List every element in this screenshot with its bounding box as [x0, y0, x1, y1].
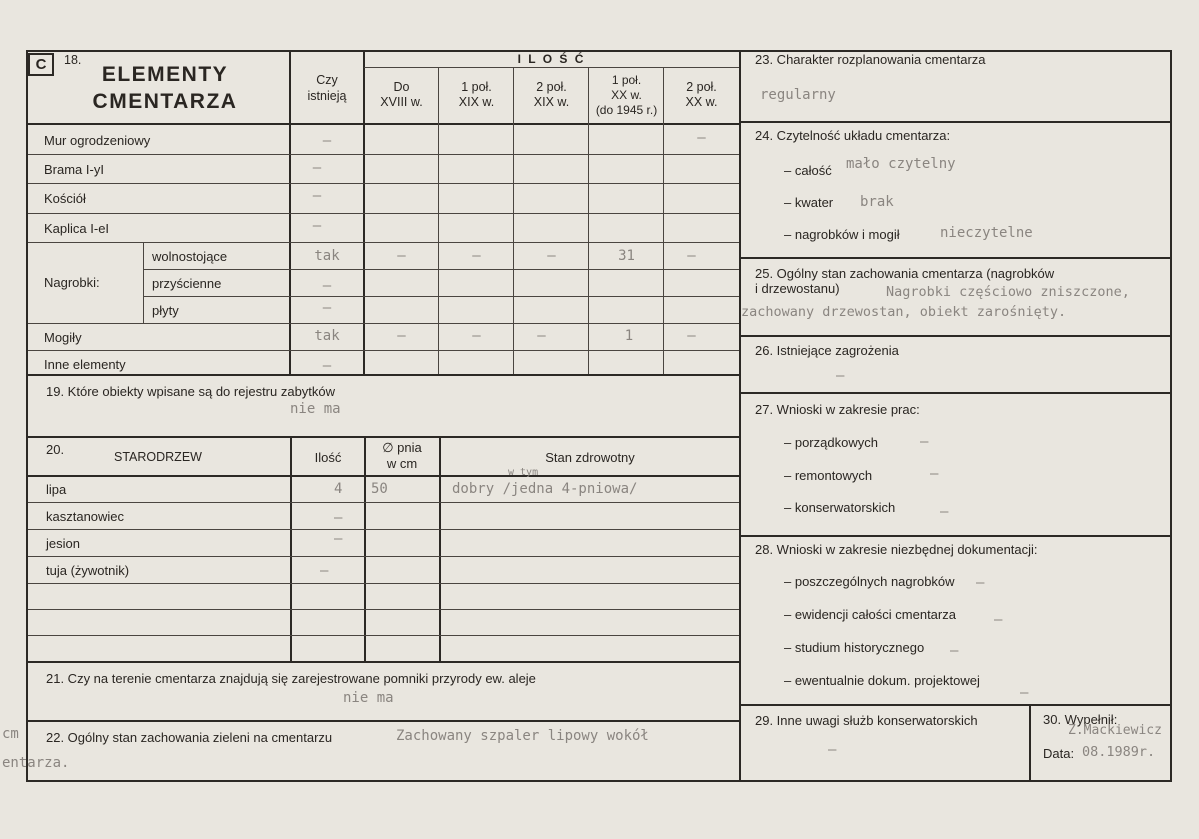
s27-item-value: – — [940, 504, 949, 520]
row-label: Kościół — [44, 191, 86, 206]
period-header-2 — [439, 80, 514, 110]
ilosc-header: I L O Ś Ć — [517, 52, 586, 66]
tree-ilosc: – — [334, 531, 343, 547]
s28-item-label: – ewentualnie dokum. projektowej — [784, 673, 980, 688]
nagrobki-row-label: płyty — [152, 303, 179, 318]
nagrobki-label: Nagrobki: — [44, 275, 100, 290]
s25-value-line2: zachowany drzewostan, obiekt zarośnięty. — [741, 304, 1067, 320]
s29-label: 29. Inne uwagi służb konserwatorskich — [755, 713, 978, 728]
s24-item-value: nieczytelne — [940, 225, 1033, 241]
mogily-value: – — [472, 328, 481, 344]
nagrobki-row-label: wolnostojące — [152, 249, 228, 264]
period-1-line2: XVIII w. — [380, 95, 423, 109]
s23-label: 23. Charakter rozplanowania cmentarza — [755, 52, 986, 67]
mogily-label: Mogiły — [44, 330, 82, 345]
row-label: Brama I-yI — [44, 162, 104, 177]
s19-label: 19. Które obiekty wpisane są do rejestru zabytków — [46, 384, 336, 399]
period-header-4 — [589, 73, 664, 118]
s18-title-line1: ELEMENTY — [101, 63, 229, 86]
s24-label: 24. Czytelność układu cmentarza: — [755, 128, 951, 143]
s20-col-stan: Stan zdrowotny — [545, 450, 635, 465]
left-border — [26, 50, 28, 782]
period-4-line3: (do 1945 r.) — [595, 103, 658, 117]
nagrobki-value: – — [687, 248, 696, 264]
col-exists-line1: Czy — [316, 73, 338, 87]
period-header-5 — [664, 80, 739, 110]
s19-value: nie ma — [290, 401, 341, 417]
row-exists: – — [312, 218, 322, 234]
s22-label: 22. Ogólny stan zachowania zieleni na cmentarzu — [46, 730, 333, 745]
nagrobki-value: – — [397, 248, 406, 264]
row-exists: – — [322, 133, 332, 149]
s28-item-label: – studium historycznego — [784, 640, 925, 655]
nagrobki-value: 31 — [618, 248, 635, 264]
s24-item-label: – nagrobków i mogił — [784, 227, 900, 242]
mogily-value: – — [397, 328, 406, 344]
s27-item-value: – — [930, 466, 939, 482]
tree-ilosc: – — [320, 563, 329, 579]
s24-item-label: – całość — [784, 163, 832, 178]
s20-col-pnia — [365, 440, 439, 472]
nagrobki-exists: – — [322, 300, 332, 316]
col-exists-header — [290, 72, 364, 104]
s30-label: 30. Wypełnił: — [1043, 712, 1118, 727]
period-3-line1: 2 poł. — [536, 80, 567, 94]
tree-name: tuja (żywotnik) — [46, 563, 130, 578]
s24-item-value: brak — [860, 194, 894, 210]
period-header-1 — [364, 80, 439, 110]
tree-ilosc: – — [334, 510, 343, 526]
s24-item-value: mało czytelny — [846, 156, 956, 172]
period-2-line1: 1 poł. — [461, 80, 492, 94]
s18-number: 18. — [64, 53, 82, 67]
s27-item-value: – — [920, 434, 929, 450]
s21-value: nie ma — [343, 690, 394, 706]
s20-number: 20. — [46, 442, 65, 457]
s27-item-label: – porządkowych — [784, 435, 878, 450]
s22-value: Zachowany szpaler lipowy wokół — [396, 728, 649, 744]
row-exists: – — [312, 188, 322, 204]
s20-col-pnia-line1: ∅ pnia — [382, 440, 422, 455]
s20-col-pnia-line2: w cm — [386, 456, 418, 471]
period-4-line2: XX w. — [611, 88, 642, 102]
row-label: Mur ogrodzeniowy — [44, 133, 151, 148]
middle-divider — [739, 50, 741, 782]
period-4-line1: 1 poł. — [611, 73, 642, 87]
period-1-line1: Do — [393, 80, 410, 94]
s28-label: 28. Wnioski w zakresie niezbędnej dokumentacji: — [755, 542, 1038, 557]
s26-label: 26. Istniejące zagrożenia — [755, 343, 899, 358]
s26-value: – — [836, 368, 845, 384]
s28-item-value: – — [950, 643, 959, 659]
s22-margin-left: cm — [2, 726, 19, 742]
s27-item-label: – remontowych — [784, 468, 873, 483]
tree-name: lipa — [46, 482, 67, 497]
row-value: – — [697, 130, 706, 146]
s30-name: Z.Mackiewicz — [1068, 723, 1162, 738]
s28-item-label: – ewidencji całości cmentarza — [784, 607, 956, 622]
s22-margin-line2: entarza. — [2, 755, 70, 771]
s30-date-value: 08.1989r. — [1082, 744, 1156, 760]
period-2-line2: XIX w. — [458, 95, 495, 109]
section-c-box: C — [28, 53, 54, 76]
nagrobki-value: – — [547, 248, 556, 264]
row-exists: – — [312, 160, 322, 176]
s30-date-label: Data: — [1043, 746, 1075, 761]
tree-pien: 50 — [371, 481, 388, 497]
col-exists-line2: istnieją — [307, 89, 347, 103]
nagrobki-row-label: przyścienne — [152, 276, 222, 291]
s20-stan-note: w tym — [508, 467, 539, 478]
mogily-exists: tak — [314, 328, 340, 344]
period-header-3 — [514, 80, 589, 110]
tree-name: jesion — [46, 536, 80, 551]
mogily-value: – — [687, 328, 696, 344]
s27-item-label: – konserwatorskich — [784, 500, 896, 515]
s27-label: 27. Wnioski w zakresie prac: — [755, 402, 920, 417]
s28-item-value: – — [994, 612, 1003, 628]
s28-item-value: – — [976, 575, 985, 591]
tree-name: kasztanowiec — [46, 509, 125, 524]
s24-item-label: – kwater — [784, 195, 834, 210]
mogily-value: – — [537, 328, 546, 344]
s28-item-label: – poszczególnych nagrobków — [784, 574, 955, 589]
tree-ilosc: 4 — [334, 481, 343, 497]
row-label: Kaplica I-eI — [44, 221, 110, 236]
s20-title: STARODRZEW — [114, 450, 202, 464]
s28-item-value: – — [1020, 685, 1029, 701]
period-5-line2: XX w. — [685, 95, 718, 109]
period-3-line2: XIX w. — [533, 95, 570, 109]
s25-label-line1: 25. Ogólny stan zachowania cmentarza (nagrobków — [755, 266, 1055, 281]
bottom-border — [26, 780, 1172, 782]
s23-value: regularny — [760, 87, 836, 103]
inne-exists: – — [322, 358, 332, 374]
s20-col-ilosc: Ilość — [314, 450, 342, 465]
inne-label: Inne elementy — [44, 357, 126, 372]
s18-title-line2: CMENTARZA — [92, 90, 238, 113]
mogily-value: 1 — [624, 328, 634, 344]
nagrobki-value: – — [472, 248, 481, 264]
nagrobki-exists: – — [322, 278, 332, 294]
s29-value: – — [828, 742, 837, 758]
tree-stan: dobry /jedna 4-pniowa/ — [452, 481, 638, 497]
nagrobki-exists: tak — [314, 248, 340, 264]
s25-value-line1: Nagrobki częściowo zniszczone, — [886, 284, 1130, 300]
period-5-line1: 2 poł. — [686, 80, 717, 94]
right-border — [1170, 50, 1172, 782]
s18-title — [75, 61, 255, 115]
s21-label: 21. Czy na terenie cmentarza znajdują się zarejestrowane pomniki przyrody ew. aleje — [46, 671, 536, 686]
s25-label-line2: i drzewostanu) — [755, 281, 840, 296]
